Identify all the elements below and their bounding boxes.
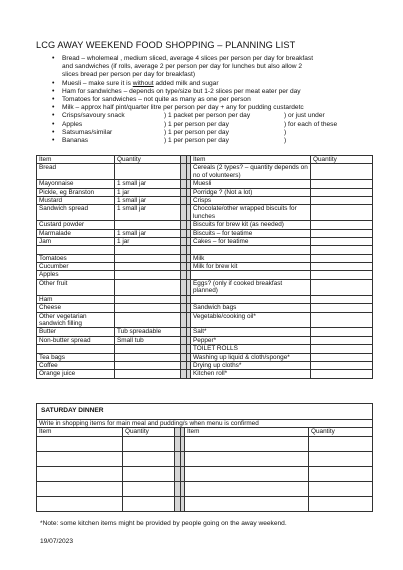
item-cell: Custard powder [37,221,115,229]
quantity-cell [115,246,181,254]
item-cell-2 [185,481,309,496]
item-cell [37,436,123,451]
table-row [37,336,373,344]
quantity-cell-2 [311,279,373,295]
table-row [37,188,373,196]
bullet-tomatoes: • Tomatoes for sandwiches – not quite as many as one per person [52,96,372,104]
item-cell [37,466,123,481]
quantity-cell-2 [311,197,373,205]
quantity-cell-2 [311,188,373,196]
quantity-cell-2 [311,254,373,262]
bullet-bread: • Bread – wholemeal , medium sliced, average 4 slices per person per day for breakfast and sandwiches (if rolls, average 2 per person per day for lunches but also allow 2 slices bread per person per day for breakfast) [52,55,372,80]
header-quantity-2: Quantity [311,156,373,164]
item-cell: Bread [37,164,115,180]
item-cell: Sandwich spread [37,205,115,221]
table-row [37,361,373,369]
bullet-bananas: • Bananas ) 1 per person per day ) [52,137,372,145]
table-row [37,295,373,303]
dinner-instruction: Write in shopping items for main meal and pudding/s when menu is confirmed [37,420,373,428]
table-row [37,304,373,312]
item-cell-2: Eggs? (only if cooked breakfast planned) [191,279,311,295]
item-cell-2: Crisps [191,197,311,205]
bullet-crisps: • Crisps/savoury snack ) 1 packet per person per day ) or just under [52,112,372,120]
quantity-cell-2 [309,451,373,466]
quantity-cell-2 [311,304,373,312]
dinner-header-quantity-2: Quantity [309,428,373,436]
item-cell-2: Biscuits – for teatime [191,229,311,237]
item-cell: Other fruit [37,279,115,295]
table-row [37,271,373,279]
item-cell-2: Sandwich bags [191,304,311,312]
quantity-cell: 1 small jar [115,197,181,205]
quantity-cell-2 [309,466,373,481]
item-cell-2: Milk for brew kit [191,263,311,271]
dinner-instruction-row [37,420,373,428]
item-cell-2 [191,295,311,303]
quantity-cell [115,345,181,353]
table-row [37,205,373,221]
item-cell-2: Porridge ? (Not a lot) [191,188,311,196]
shopping-table [36,155,373,379]
quantity-cell [115,164,181,180]
item-cell: Cheese [37,304,115,312]
quantity-cell-2 [309,481,373,496]
item-cell: Apples [37,271,115,279]
quantity-cell [123,481,175,496]
bullet-muesli: • Muesli – make sure it is without added milk and sugar [52,80,372,88]
item-cell-2: Vegetable/cooking oil* [191,312,311,328]
item-cell-2 [185,496,309,511]
quantity-cell-2 [311,229,373,237]
quantity-cell [123,466,175,481]
quantity-cell: 1 jar [115,238,181,246]
quantity-cell-2 [311,361,373,369]
item-cell [37,246,115,254]
quantity-cell-2 [311,328,373,336]
bullet-milk: • Milk – approx half pint/quarter litre per person per day + any for pudding custardetc [52,104,372,112]
item-cell: Ham [37,295,115,303]
item-cell-2: Milk [191,254,311,262]
quantity-cell-2 [311,164,373,180]
item-cell: Marmalade [37,229,115,237]
dinner-header-item-2: Item [185,428,309,436]
quantity-cell-2 [309,436,373,451]
quantity-cell-2 [311,271,373,279]
item-cell: Non-butter spread [37,336,115,344]
table-row [37,229,373,237]
dinner-table [36,419,373,512]
item-cell: Jam [37,238,115,246]
item-cell-2: Drying up cloths* [191,361,311,369]
quantity-cell-2 [311,180,373,188]
quantity-cell-2 [311,263,373,271]
quantity-cell [115,263,181,271]
quantity-cell-2 [311,205,373,221]
quantity-cell-2 [311,345,373,353]
table-row [37,312,373,328]
item-cell-2 [191,246,311,254]
item-cell-2: Cakes – for teatime [191,238,311,246]
dinner-header-item: Item [37,428,123,436]
table-row [37,164,373,180]
quantity-cell-2 [311,295,373,303]
table-row [37,328,373,336]
item-cell [37,451,123,466]
quantity-cell [115,221,181,229]
table-row [37,263,373,271]
bullet-apples: • Apples ) 1 per person per day ) for each of these [52,121,372,129]
quantity-cell-2 [311,353,373,361]
item-cell: Tomatoes [37,254,115,262]
quantity-cell [115,271,181,279]
table-row [37,221,373,229]
dinner-row [37,436,373,451]
item-cell: Tea bags [37,353,115,361]
quantity-cell-2 [309,496,373,511]
quantity-cell [115,353,181,361]
header-quantity: Quantity [115,156,181,164]
quantity-cell [123,451,175,466]
item-cell: Orange juice [37,370,115,378]
dinner-row [37,481,373,496]
quantity-cell-2 [311,336,373,344]
dinner-title: SATURDAY DINNER [41,407,104,414]
item-cell: Mustard [37,197,115,205]
guidance-list [52,55,372,145]
quantity-cell-2 [311,246,373,254]
quantity-cell: 1 small jar [115,229,181,237]
table-row [37,254,373,262]
header-item: Item [37,156,115,164]
item-cell [37,345,115,353]
quantity-cell [115,279,181,295]
item-cell: Coffee [37,361,115,369]
item-cell: Other vegetarian sandwich filling [37,312,115,328]
item-cell [37,496,123,511]
item-cell-2: Muesli [191,180,311,188]
table-row [37,197,373,205]
quantity-cell-2 [311,221,373,229]
item-cell: Pickle, eg Branston [37,188,115,196]
quantity-cell-2 [311,238,373,246]
item-cell-2: Pepper* [191,336,311,344]
quantity-cell-2 [311,312,373,328]
item-cell: Butter [37,328,115,336]
item-cell-2: Washing up liquid & cloth/sponge* [191,353,311,361]
quantity-cell: 1 small jar [115,205,181,221]
table-row [37,353,373,361]
item-cell-2 [185,436,309,451]
quantity-cell: Tub spreadable [115,328,181,336]
item-cell-2: TOILET ROLLS [191,345,311,353]
header-item-2: Item [191,156,311,164]
bullet-satsumas: • Satsumas/similar ) 1 per person per day ) [52,129,372,137]
item-cell-2: Cereals (2 types? – quantity depends on no of volunteers) [191,164,311,180]
quantity-cell-2 [311,370,373,378]
item-cell-2 [191,271,311,279]
page-title: LCG AWAY WEEKEND FOOD SHOPPING – PLANNING LIST [36,40,296,50]
quantity-cell: 1 jar [115,188,181,196]
bullet-ham: • Ham for sandwiches – depends on type/size but 1-2 slices per meat eater per day [52,88,372,96]
dinner-row [37,451,373,466]
item-cell-2: Chocolate/other wrapped biscuits for lunches [191,205,311,221]
item-cell [37,481,123,496]
item-cell-2 [185,451,309,466]
dinner-row [37,496,373,511]
dinner-row [37,466,373,481]
item-cell-2: Biscuits for brew kit (as needed) [191,221,311,229]
table-row [37,238,373,246]
quantity-cell: 1 small jar [115,180,181,188]
item-cell-2: Salt* [191,328,311,336]
table-header-row [37,156,373,164]
item-cell: Cucumber [37,263,115,271]
quantity-cell [115,312,181,328]
item-cell-2: Kitchen roll* [191,370,311,378]
quantity-cell [115,361,181,369]
table-row [37,370,373,378]
table-row [37,246,373,254]
item-cell-2 [185,466,309,481]
quantity-cell [123,436,175,451]
dinner-header-quantity: Quantity [123,428,175,436]
table-row [37,345,373,353]
item-cell: Mayonnaise [37,180,115,188]
document-date: 19/07/2023 [40,538,74,545]
dinner-header [36,403,373,420]
dinner-header-row [37,428,373,436]
footnote: *Note: some kitchen items might be provided by people going on the away weekend. [40,520,287,527]
quantity-cell [123,496,175,511]
quantity-cell: Small tub [115,336,181,344]
quantity-cell [115,254,181,262]
quantity-cell [115,370,181,378]
quantity-cell [115,295,181,303]
quantity-cell [115,304,181,312]
table-row [37,279,373,295]
table-row [37,180,373,188]
